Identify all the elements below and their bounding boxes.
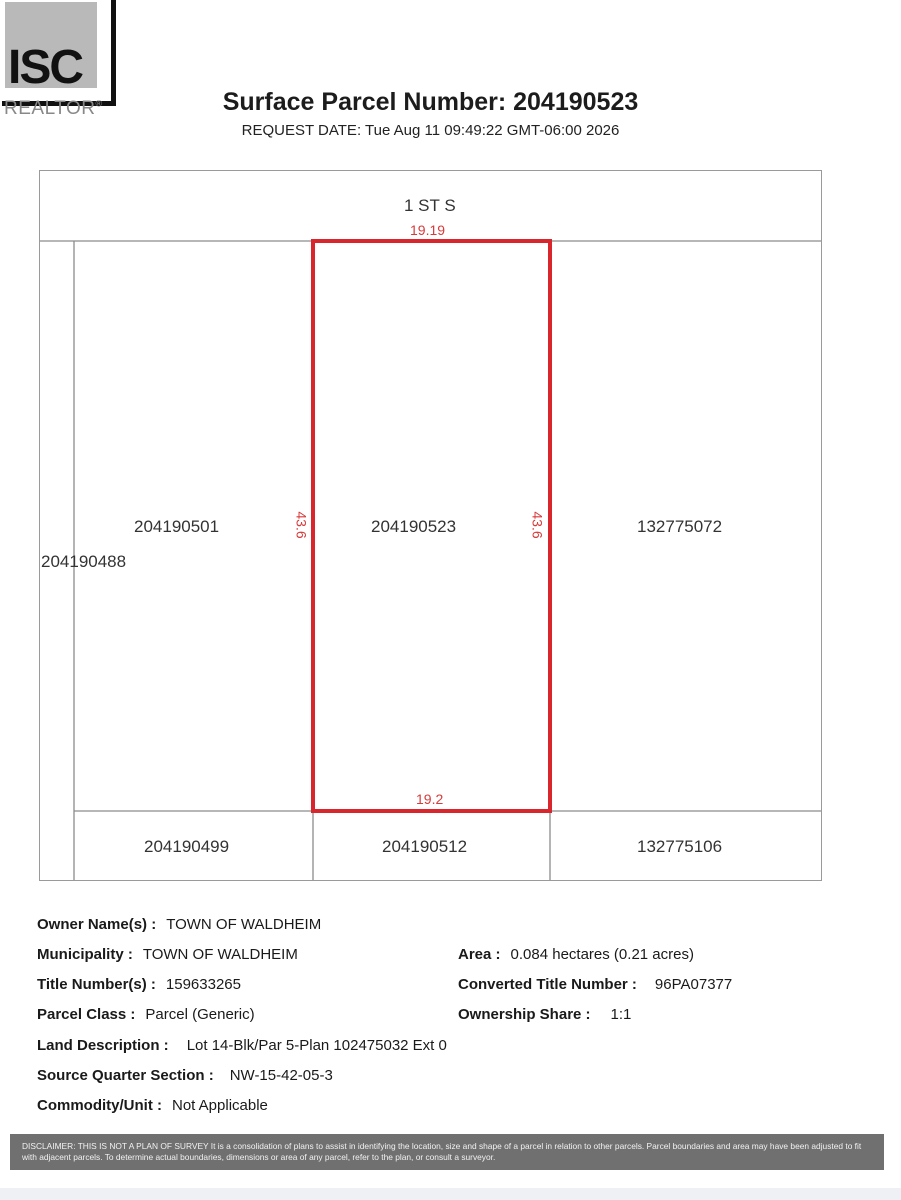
ownership-share-row [458, 1006, 631, 1023]
parcel-label-subject: 204190523 [371, 517, 457, 536]
dimension-left: 43.6 [293, 511, 310, 539]
title-number-row [37, 976, 241, 993]
area-label: Area : [458, 946, 501, 963]
dimension-top: 19.19 [410, 222, 446, 238]
parcel-map [39, 170, 822, 881]
parcel-label-south-west: 204190499 [144, 837, 230, 856]
owner-value: TOWN OF WALDHEIM [166, 916, 322, 933]
title-number-value: 159633265 [165, 976, 241, 993]
parcel-class-row [37, 1006, 255, 1023]
street-label: 1 ST S [404, 196, 456, 215]
parcel-label-south-east: 132775106 [637, 837, 723, 856]
dimension-right: 43.6 [529, 511, 546, 539]
land-description-row [37, 1037, 447, 1054]
parcel-label-east: 132775072 [637, 517, 723, 536]
parcel-label-west: 204190501 [134, 517, 220, 536]
disclaimer-banner: DISCLAIMER: THIS IS NOT A PLAN OF SURVEY It is a consolidation of plans to assist in identifying the location, size and shape of a parcel in relation to other parcels. Parcel boundaries and area may have been adjusted to fit with adjacent parcels. To determine actual boundaries, dimensions or area of any parcel, refer to the plan, or consult a surveyor. [10, 1134, 884, 1170]
parcel-label-south: 204190512 [382, 837, 468, 856]
footer-strip [0, 1188, 901, 1200]
request-date: REQUEST DATE: Tue Aug 11 09:49:22 GMT-06:00 2026 [241, 122, 620, 139]
source-quarter-row [37, 1067, 333, 1084]
converted-title-row [458, 976, 732, 993]
municipality-value: TOWN OF WALDHEIM [142, 946, 298, 963]
commodity-row [37, 1097, 268, 1114]
source-quarter-label: Source Quarter Section : [37, 1067, 214, 1084]
commodity-value: Not Applicable [172, 1097, 268, 1114]
parcel-class-label: Parcel Class : [37, 1006, 136, 1023]
dimension-bottom: 19.2 [416, 791, 444, 807]
land-description-label: Land Description : [37, 1037, 169, 1054]
page-title: Surface Parcel Number: 204190523 [222, 88, 639, 116]
land-description-value: Lot 14-Blk/Par 5-Plan 102475032 Ext 0 [186, 1037, 447, 1054]
owner-label: Owner Name(s) : [37, 916, 157, 933]
owner-row [37, 916, 321, 933]
parcel-label-far-west: 204190488 [41, 552, 127, 571]
parcel-class-value: Parcel (Generic) [145, 1006, 255, 1023]
area-value: 0.084 hectares (0.21 acres) [510, 946, 694, 963]
logo-realtor-text: REALTOR® [4, 98, 103, 119]
source-quarter-value: NW-15-42-05-3 [229, 1067, 333, 1084]
ownership-share-value: 1:1 [610, 1006, 632, 1023]
area-row [458, 946, 694, 963]
logo-letters: ISC [8, 41, 83, 94]
ownership-share-label: Ownership Share : [458, 1006, 591, 1023]
converted-title-value: 96PA07377 [654, 976, 733, 993]
municipality-row [37, 946, 298, 963]
title-number-label: Title Number(s) : [37, 976, 156, 993]
municipality-label: Municipality : [37, 946, 133, 963]
converted-title-label: Converted Title Number : [458, 976, 637, 993]
commodity-label: Commodity/Unit : [37, 1097, 162, 1114]
